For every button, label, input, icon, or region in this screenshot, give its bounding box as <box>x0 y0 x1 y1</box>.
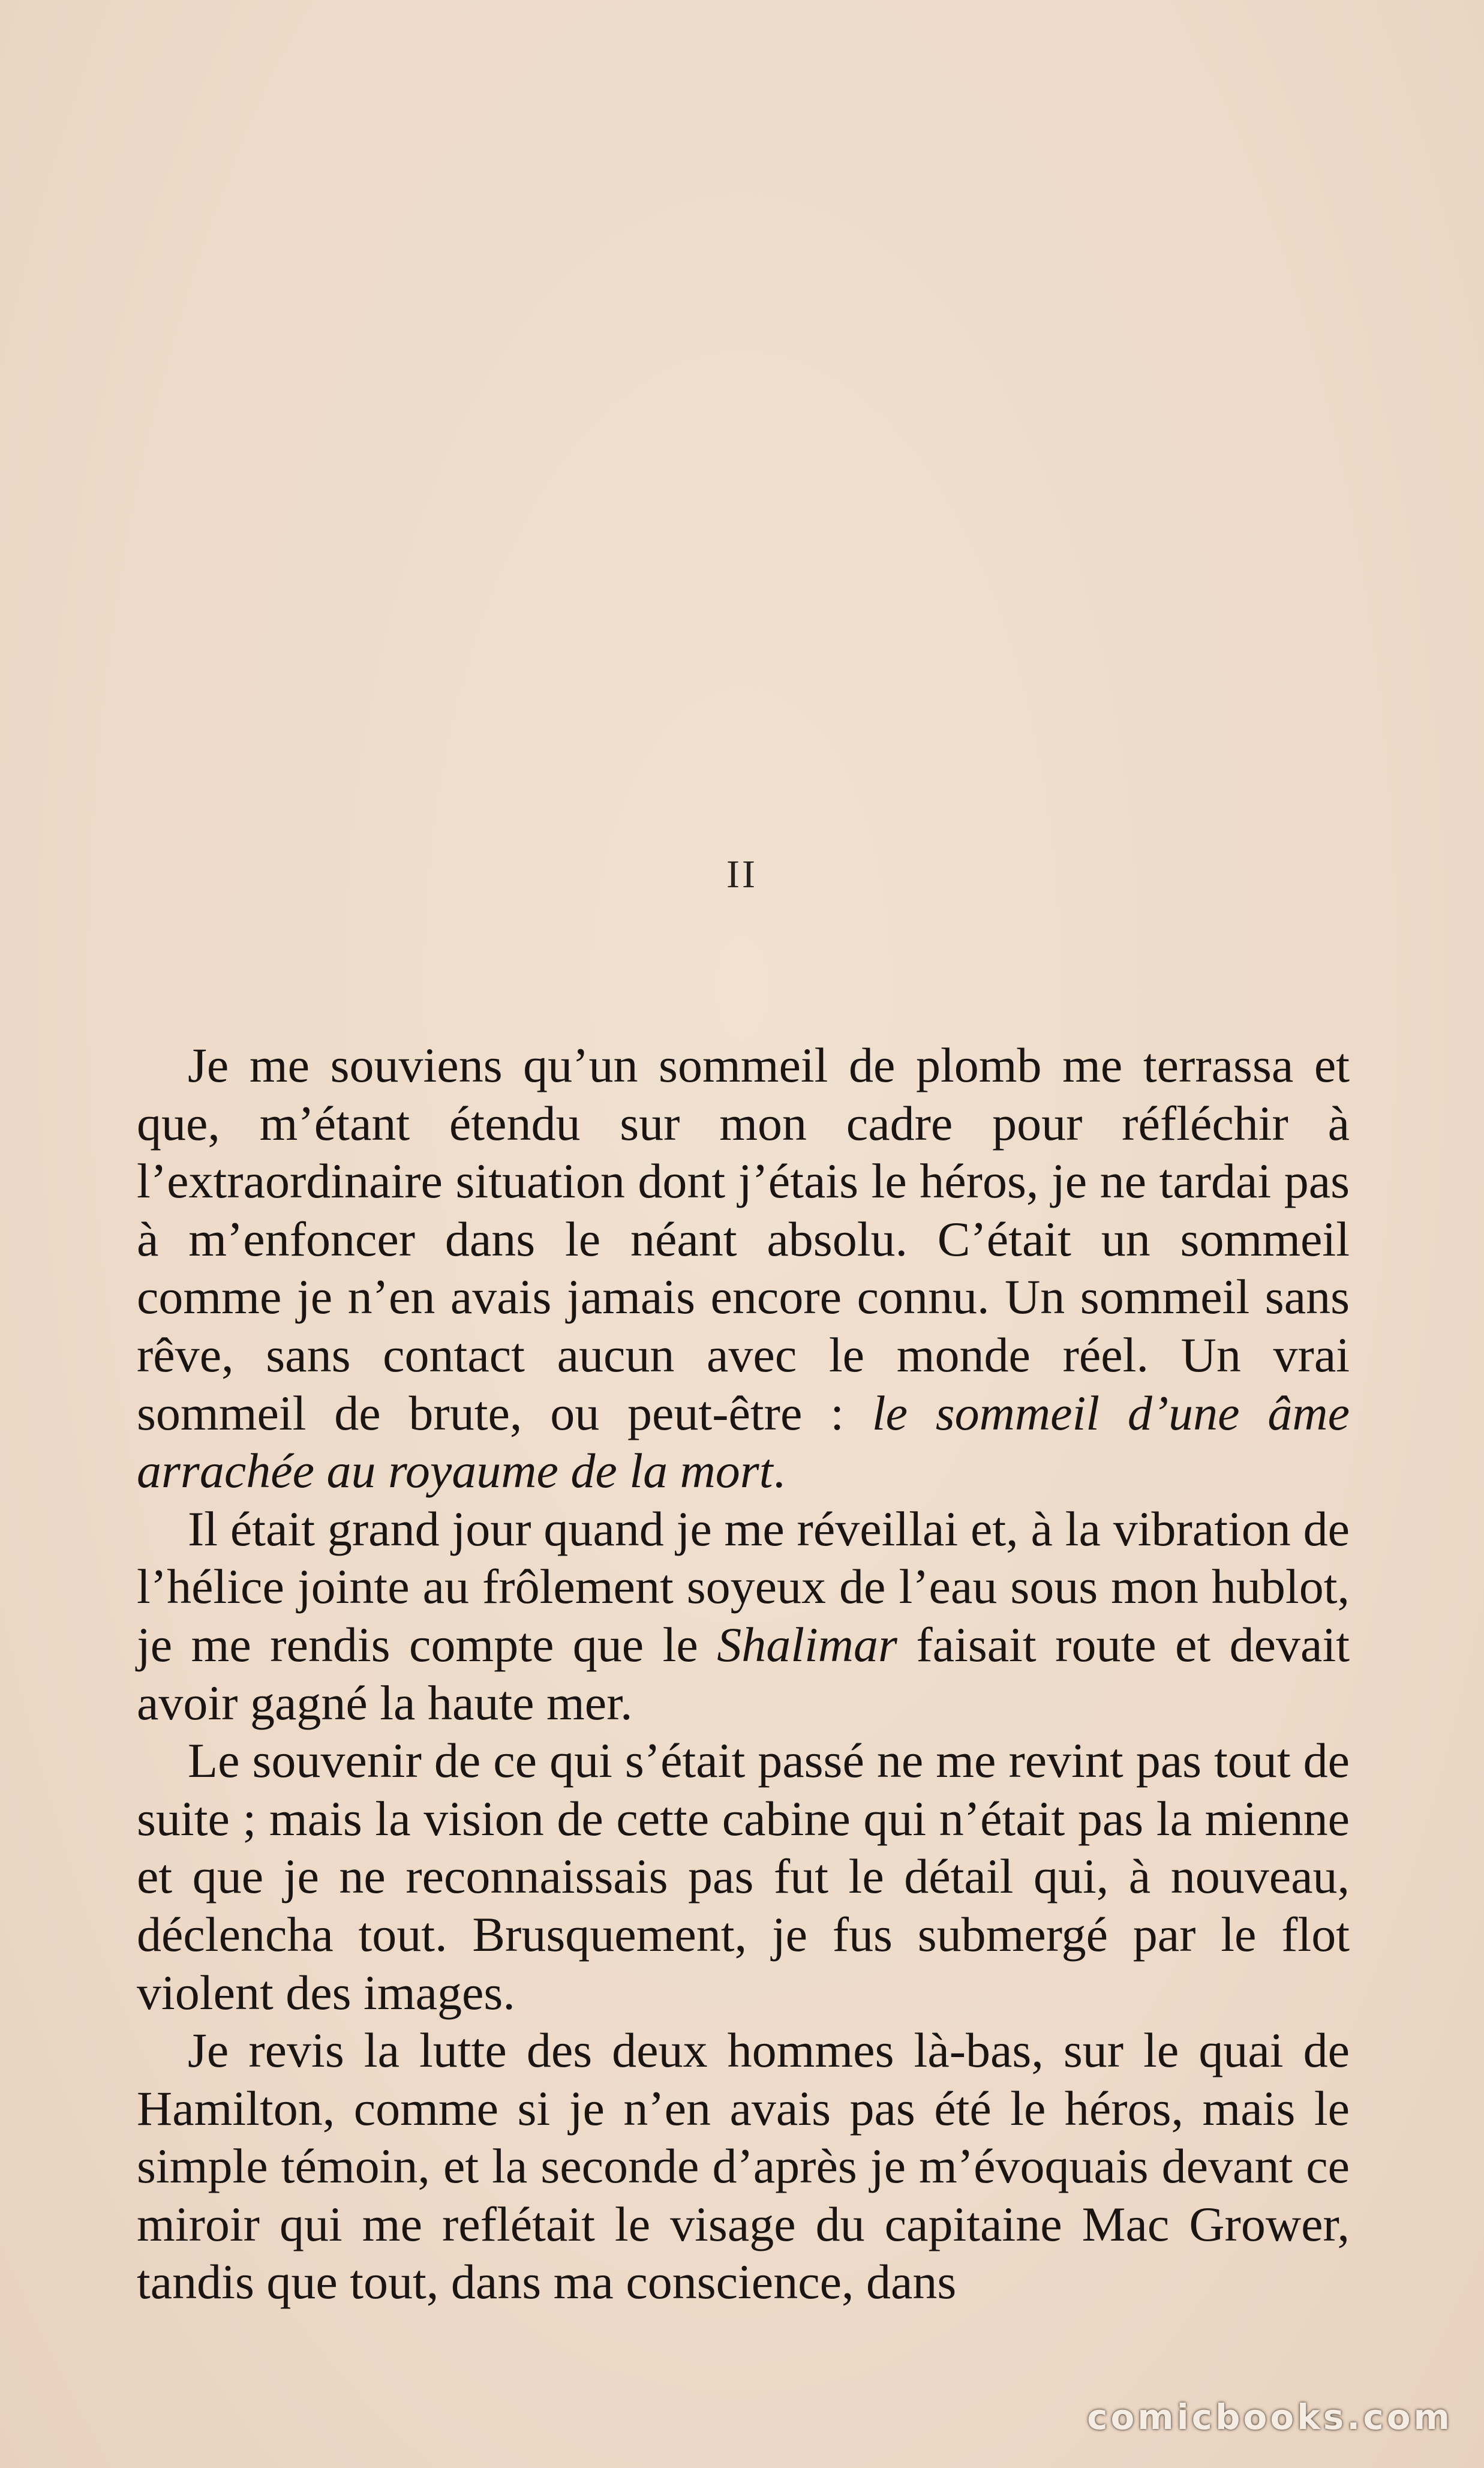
paragraph-italic-text: le sommeil d’une âme arrachée au royaume de la mort <box>137 1385 1350 1499</box>
paragraph <box>137 1037 1350 1500</box>
paragraph-text: Il était grand jour quand je me réveillai et, à la vibration de l’hélice jointe au frôlement soyeux de l’eau sous mon hublot, je me rendis compte que le <box>137 1501 1350 1672</box>
paragraph-text: faisait route et devait avoir gagné la haute mer. <box>137 1617 1350 1730</box>
paragraph-text: . <box>773 1443 785 1499</box>
ship-name: Shalimar <box>717 1617 897 1672</box>
chapter-body <box>137 1037 1350 2311</box>
chapter-number: II <box>726 852 758 896</box>
paragraph: Le souvenir de ce qui s’était passé ne me revint pas tout de suite ; mais la vision de cette cabine qui n’était pas la mienne et que je ne reconnaissais pas fut le détail qui, à nouveau, déclencha tout. Brusquement, je fus submergé par le flot violent des images. <box>137 1733 1350 2020</box>
paragraph <box>137 1500 1350 1732</box>
paragraph: Je revis la lutte des deux hommes là-bas, sur le quai de Hamilton, comme si je n’en avais pas été le héros, mais le simple témoin, et la seconde d’après je m’évoquais devant ce miroir qui me reflétait le visage du capitaine Mac Grower, tandis que tout, dans ma conscience, dans <box>137 2023 1350 2310</box>
watermark: comicbooks.com <box>1087 2397 1453 2437</box>
paragraph-text: Je me souviens qu’un sommeil de plomb me terrassa et que, m’étant étendu sur mon cadre pour réfléchir à l’extraordinaire situation dont j’étais le héros, je ne tardai pas à m’enfoncer dans le néant absolu. C’était un sommeil comme je n’en avais jamais encore connu. Un sommeil sans rêve, sans contact aucun avec le monde réel. Un vrai sommeil de brute, ou peut-être : <box>137 1038 1350 1440</box>
